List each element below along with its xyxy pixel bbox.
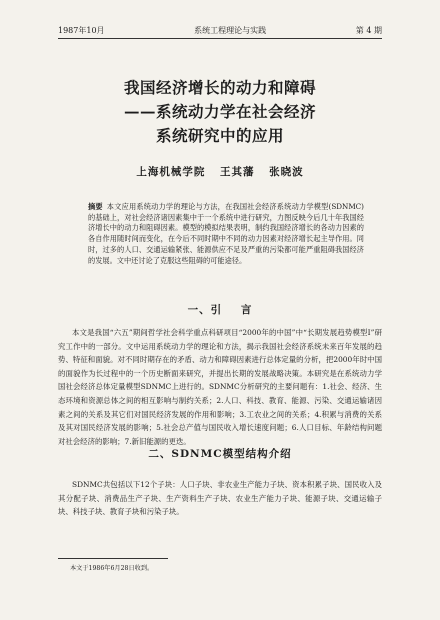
article-title-line-2: ——系统动力学在社会经济 [123, 102, 316, 121]
abstract [88, 202, 364, 266]
article-title-line-1: 我国经济增长的动力和障碍 [123, 78, 316, 97]
abstract-text: 本文应用系统动力学的理论与方法，在我国社会经济系统动力学模型(SDNMC)的基础上，对社会经济诸因素集中于一个系统中进行研究，力图反映今后几十年我国经济增长中的动力和阻碍因素。模型的模拟结果表明，制约我国经济增长的各动力因素的各自作用随时间而变化，在今后不同时期中不同的动力因素对经济增长起主导作用。同时，过多的人口、交通运输紧张、能源供应不足及严重的污染都可能严重阻碍我国经济的发展。文中还讨论了克服这些阻碍的可能途径。 [88, 202, 364, 265]
received-date-footnote: 本文于1986年6月28日收到。 [70, 565, 154, 572]
header-rule [58, 38, 382, 39]
header-journal-name: 系统工程理论与实践 [194, 26, 267, 35]
section-heading-introduction: 一、引 言 [187, 304, 253, 316]
running-header [58, 22, 382, 36]
introduction-paragraph: 本文是我国“六五”期间哲学社会科学重点科研项目“2000年的中国”中“长期发展趋势模型Ⅰ”研究工作中的一部分。文中运用系统动力学的理论和方法，揭示我国社会经济系统未来百年发展的趋势、特征和面貌。对不同时期存在的矛盾、动力和障碍因素进行总体定量的分析，把2000年时中国的面貌作为长过程中的一个历史断面来研究，并提出长期的发展战略决策。本研究是在系统动力学国社会经济总体定量模型SDNMC上进行的。SDNMC分析研究的主要问题有：1.社会、经济、生态环境和资源总体之间的相互影响与制约关系；2.人口、科技、教育、能源、污染、交通运输诸因素之间的关系及其它们对国民经济发展的作用和影响；3.工农业之间的关系；4.积累与消费的关系及其对国民经济发展的影响；5.社会总产值与国民收入增长速度问题；6.人口目标、年龄结构问题对社会经济的影响；7.新旧能源的更迭。 [58, 328, 382, 446]
abstract-label: 摘要 [88, 202, 103, 211]
footnote-rule [58, 558, 168, 559]
section-heading-model-structure: 二、SDNMC模型结构介绍 [148, 448, 292, 460]
article-title-line-3: 系统研究中的应用 [155, 126, 284, 145]
header-issue: 第 4 期 [355, 26, 382, 35]
header-date: 1987年10月 [58, 26, 105, 35]
model-structure-paragraph: SDNMC共包括以下12个子块：人口子块、非农业生产能力子块、资本积累子块、国民收入及其分配子块、消费品生产子块、生产资料生产子块、农业生产能力子块、能源子块、交通运输子块、科技子块、教育子块和污染子块。 [58, 480, 382, 517]
author-line: 上海机械学院 王其藩 张晓波 [136, 166, 304, 178]
